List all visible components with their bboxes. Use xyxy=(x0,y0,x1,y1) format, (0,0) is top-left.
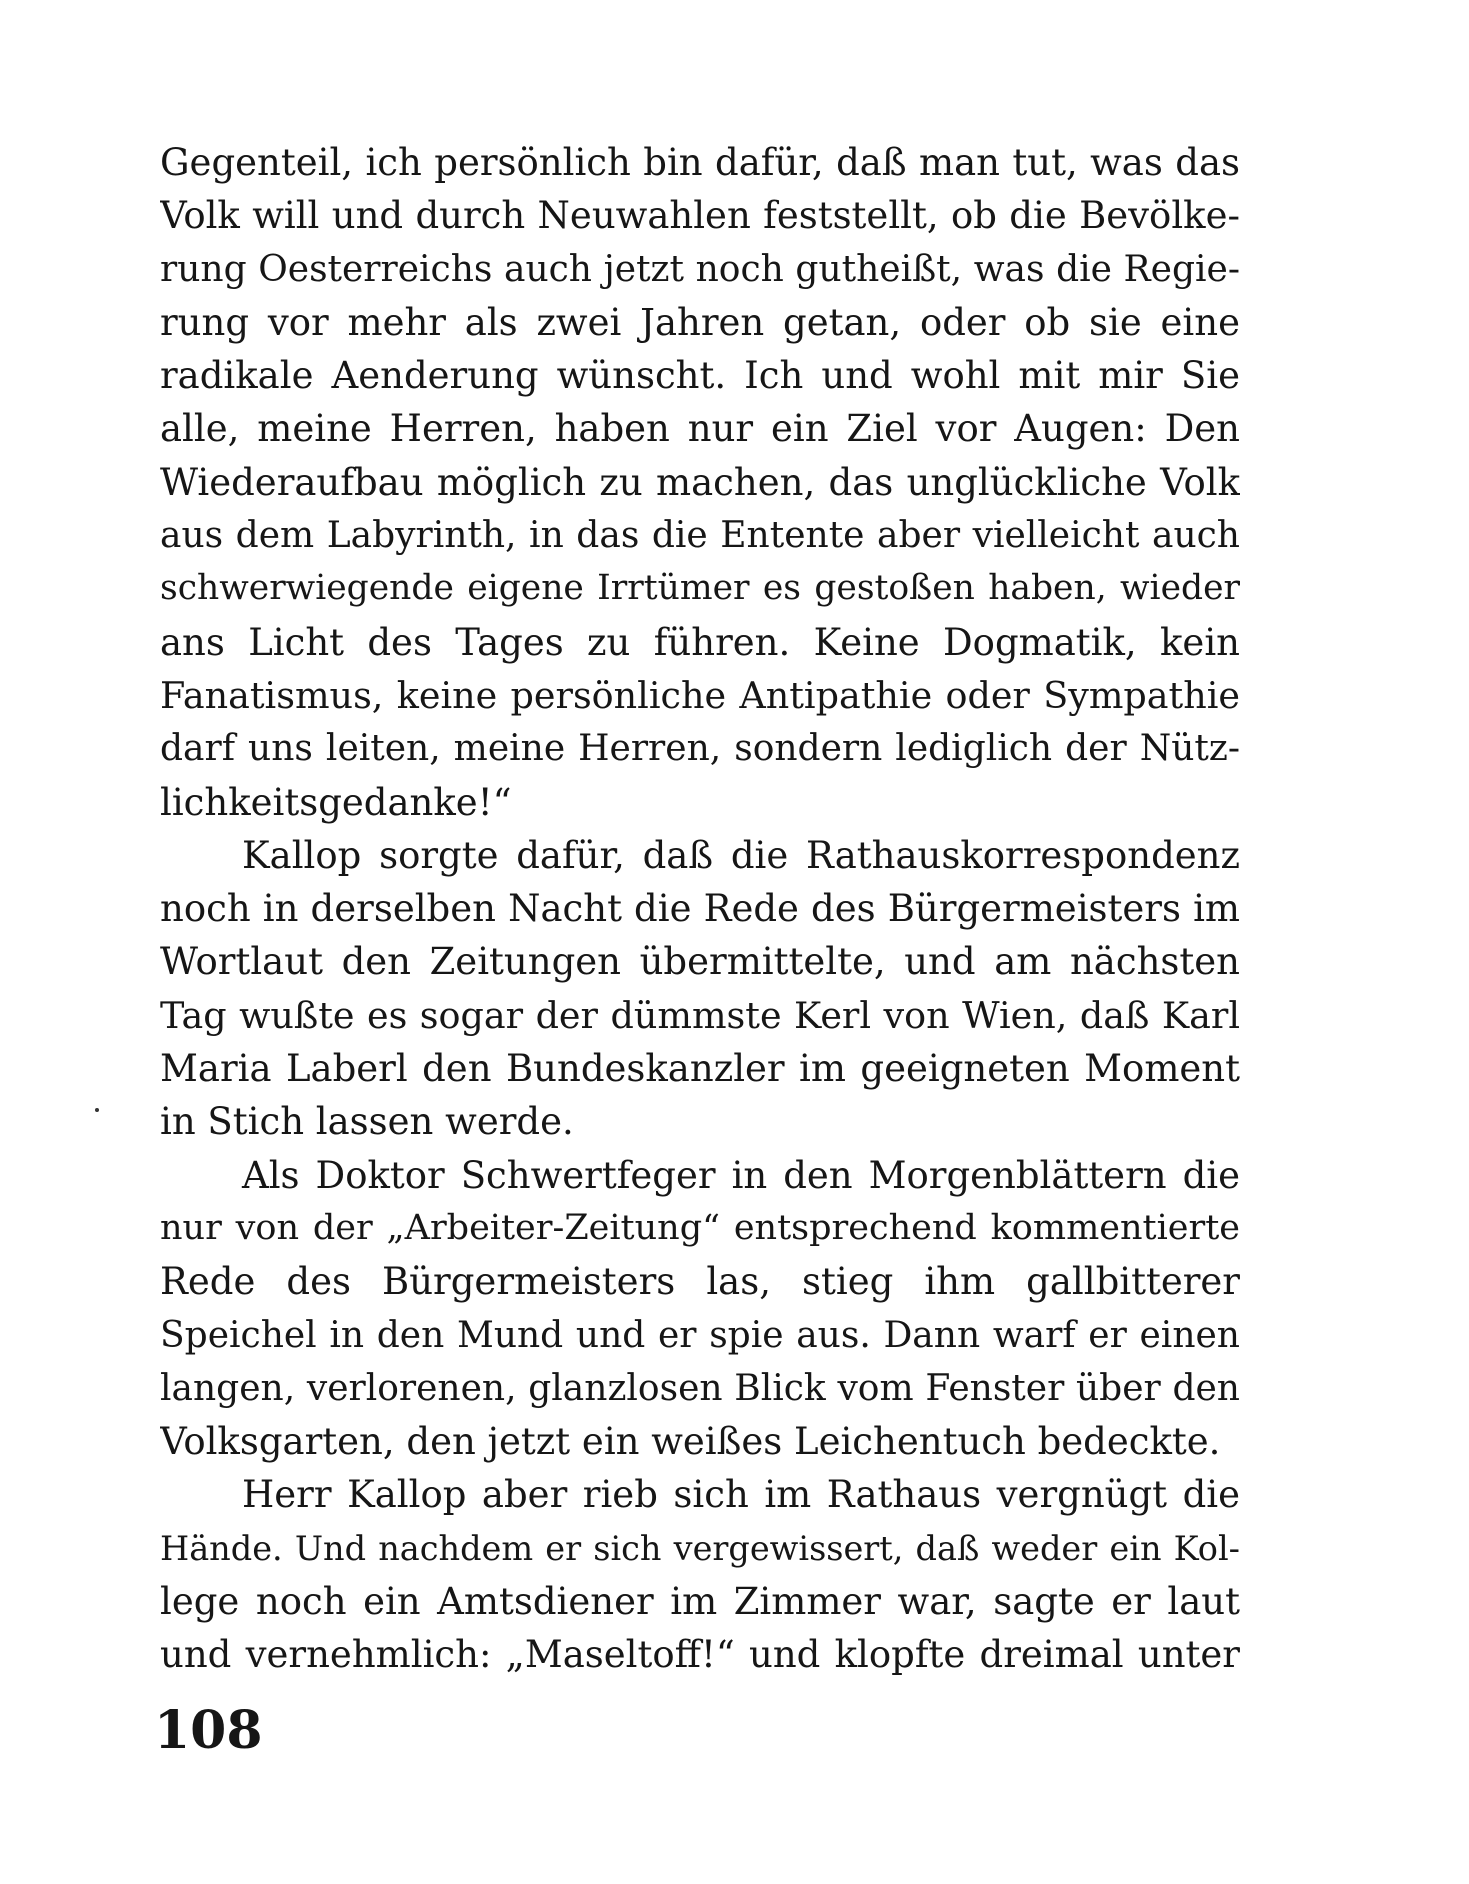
text-line: rung vor mehr als zwei Jahren getan, oder ob sie eine xyxy=(160,300,1240,344)
text-line: und vernehmlich: „Maseltoff!“ und klopfte dreimal unter xyxy=(160,1633,1240,1677)
text-line: in Stich lassen werde. xyxy=(160,1100,574,1144)
text-line: nur von der „Arbeiter-Zeitung“ entsprechend kommentierte xyxy=(160,1207,1240,1248)
page-number: 108 xyxy=(154,1700,263,1761)
text-line: Kallop sorgte dafür, daß die Rathauskorrespondenz xyxy=(242,833,1240,877)
text-line: Hände. Und nachdem er sich vergewissert, daß weder ein Kol- xyxy=(160,1528,1240,1568)
text-line: Wortlaut den Zeitungen übermittelte, und am nächsten xyxy=(160,940,1240,984)
text-line: Herr Kallop aber rieb sich im Rathaus vergnügt die xyxy=(242,1473,1240,1517)
paragraph-4 xyxy=(160,1468,1240,1681)
text-line: Rede des Bürgermeisters las, stieg ihm gallbitterer xyxy=(160,1260,1240,1304)
paragraph-2 xyxy=(160,829,1240,1149)
text-line: ans Licht des Tages zu führen. Keine Dogmatik, kein xyxy=(160,620,1240,664)
paragraph-1 xyxy=(160,136,1240,829)
text-line: Tag wußte es sogar der dümmste Kerl von Wien, daß Karl xyxy=(160,993,1240,1037)
text-line: noch in derselben Nacht die Rede des Bürgermeisters im xyxy=(160,887,1240,931)
text-line: Maria Laberl den Bundeskanzler im geeigneten Moment xyxy=(160,1047,1240,1091)
text-line: radikale Aenderung wünscht. Ich und wohl mit mir Sie xyxy=(160,354,1240,398)
text-line: aus dem Labyrinth, in das die Entente aber vielleicht auch xyxy=(160,515,1240,557)
text-line: schwerwiegende eigene Irrtümer es gestoßen haben, wieder xyxy=(160,568,1240,609)
text-line: alle, meine Herren, haben nur ein Ziel vor Augen: Den xyxy=(160,407,1240,451)
text-line: darf uns leiten, meine Herren, sondern lediglich der Nütz- xyxy=(160,728,1240,770)
body-text xyxy=(160,136,1240,1682)
text-line: Gegenteil, ich persönlich bin dafür, daß man tut, was das xyxy=(160,141,1240,184)
text-line: lichkeitsgedanke!“ xyxy=(160,780,512,824)
paragraph-3 xyxy=(160,1149,1240,1469)
text-line: Wiederaufbau möglich zu machen, das unglückliche Volk xyxy=(160,460,1240,504)
text-line: Volk will und durch Neuwahlen feststellt, ob die Bevölke- xyxy=(160,194,1240,238)
text-line: langen, verlorenen, glanzlosen Blick vom Fenster über den xyxy=(160,1367,1240,1409)
text-line: Volksgarten, den jetzt ein weißes Leichentuch bedeckte. xyxy=(160,1420,1221,1464)
text-line: Fanatismus, keine persönliche Antipathie oder Sympathie xyxy=(160,673,1240,717)
text-line: rung Oesterreichs auch jetzt noch gutheißt, was die Regie- xyxy=(160,248,1240,290)
text-line: Als Doktor Schwertfeger in den Morgenblättern die xyxy=(242,1153,1240,1197)
text-line: lege noch ein Amtsdiener im Zimmer war, sagte er laut xyxy=(160,1580,1240,1624)
print-speck xyxy=(95,1108,99,1112)
text-line: Speichel in den Mund und er spie aus. Dann warf er einen xyxy=(160,1314,1240,1356)
